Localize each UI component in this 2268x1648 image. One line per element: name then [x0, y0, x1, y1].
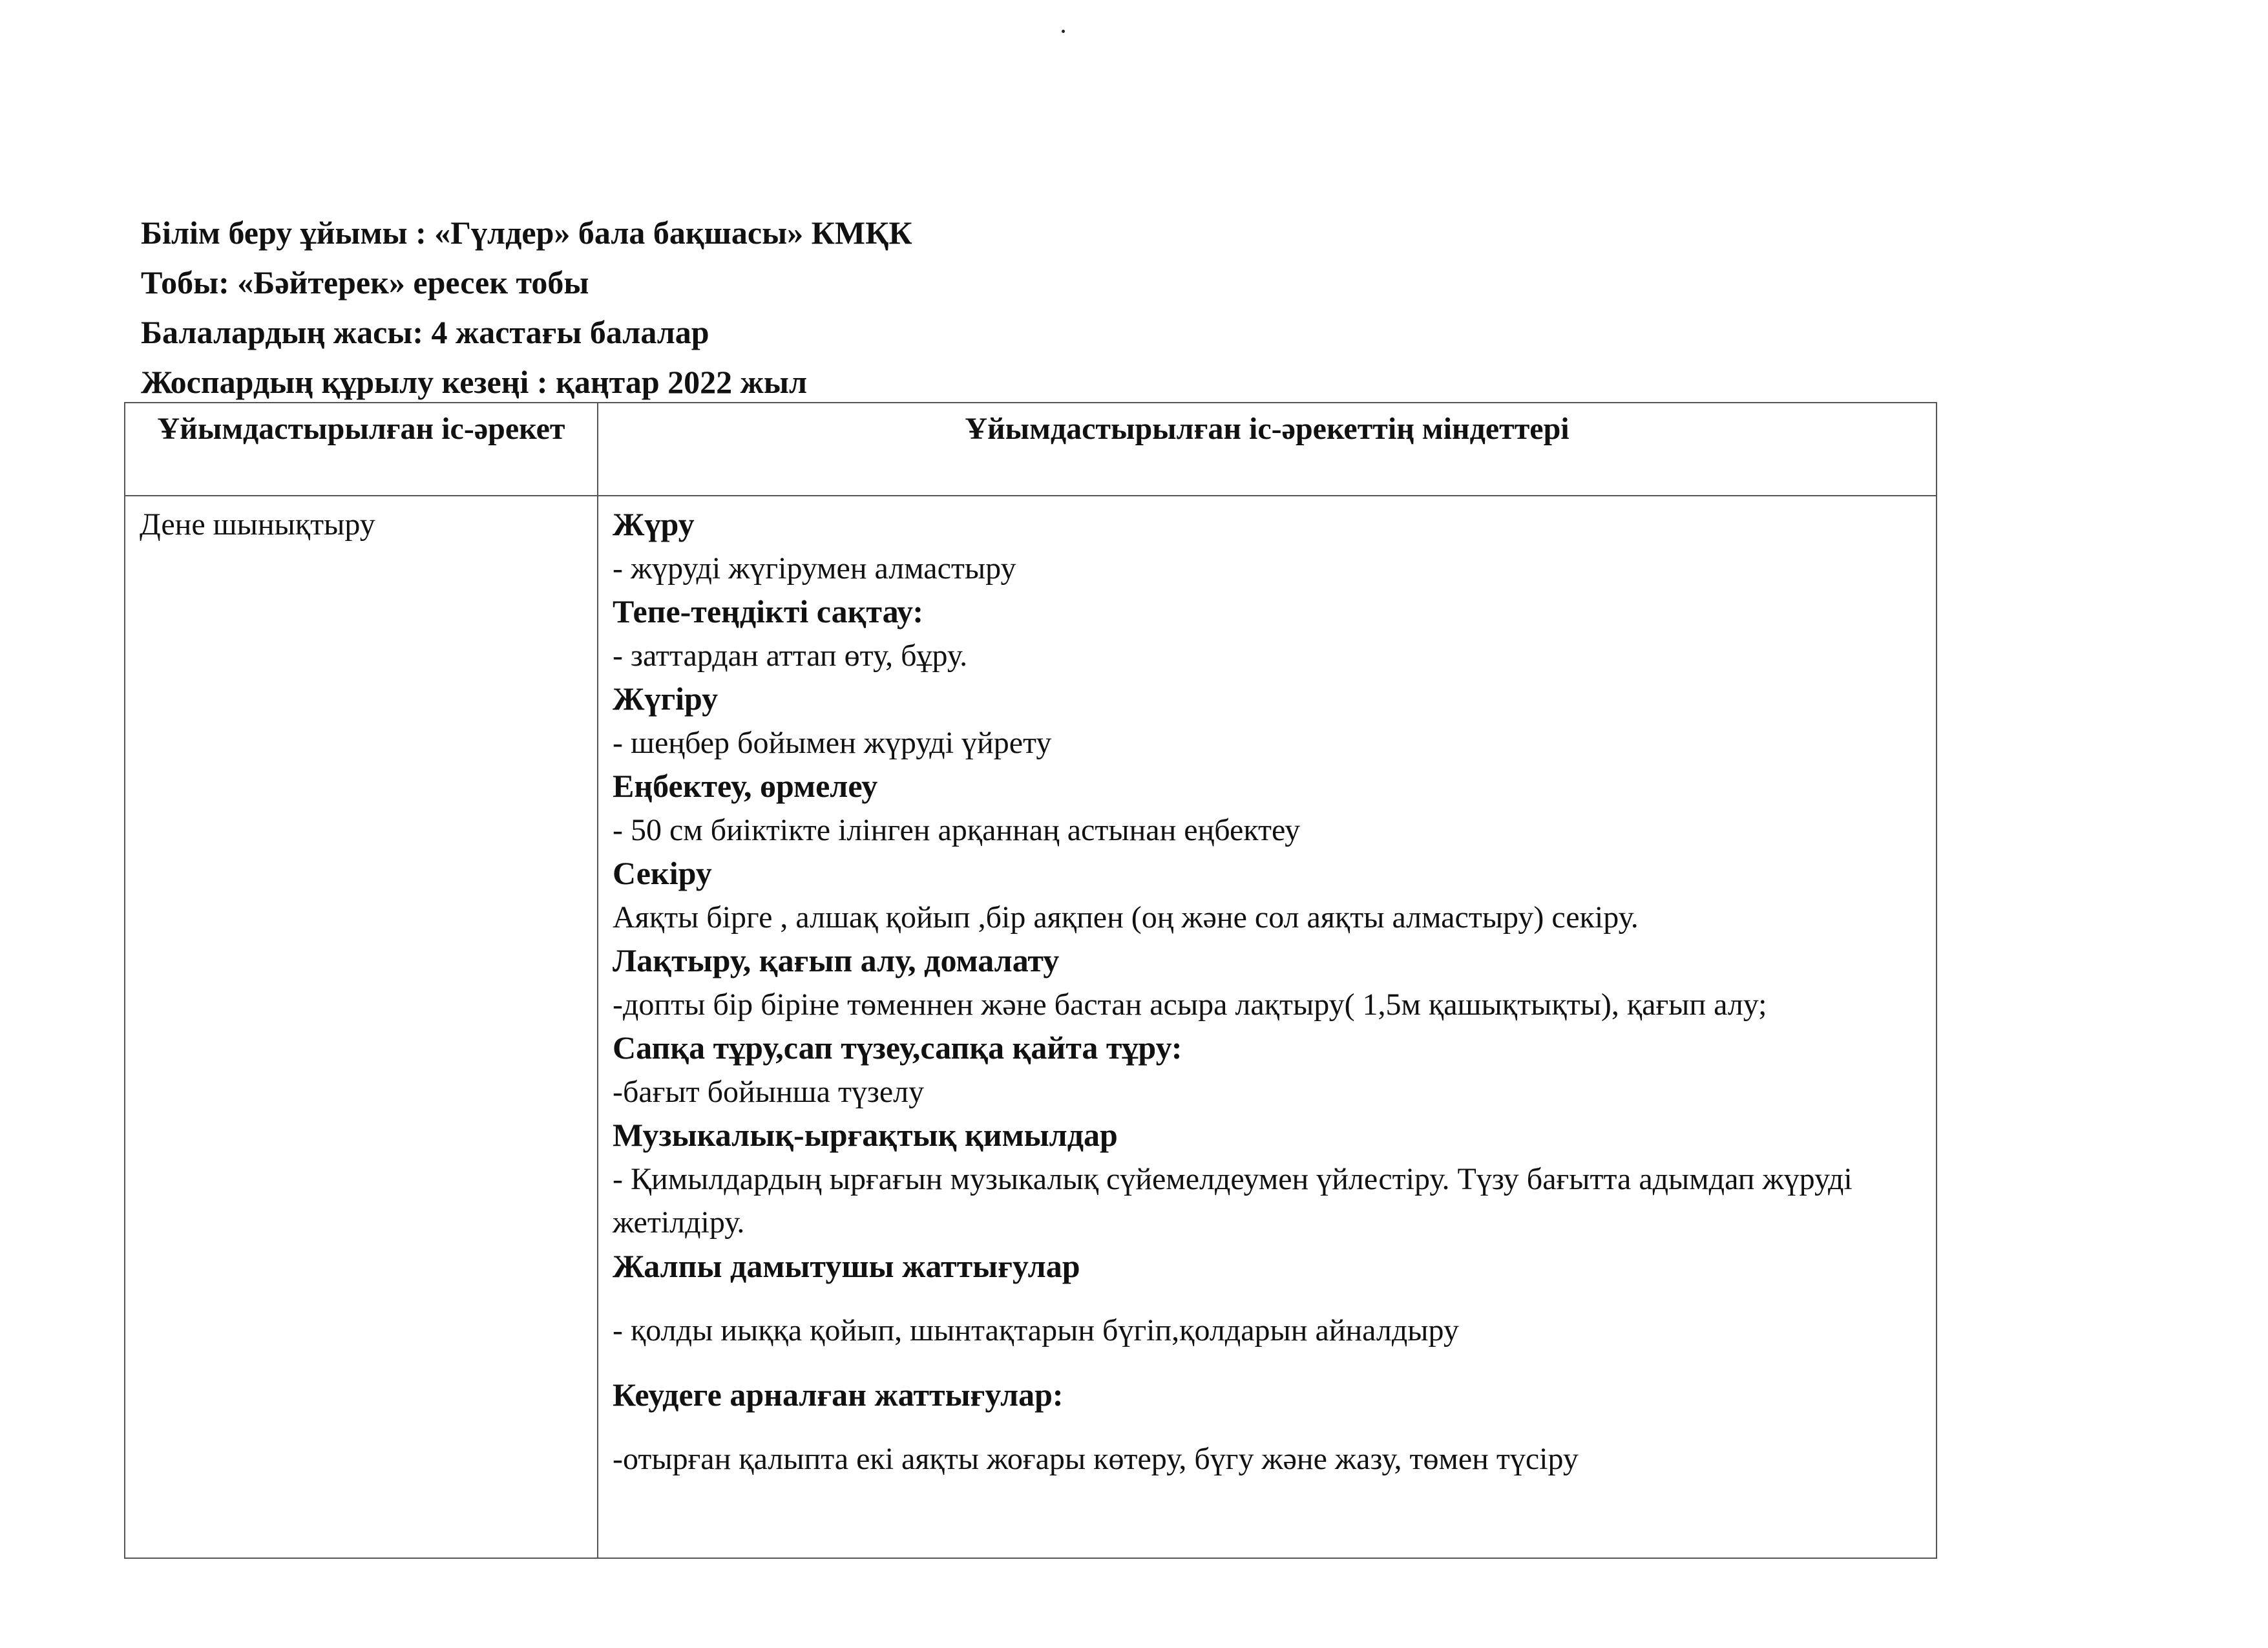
task-section-walking: [613, 503, 1910, 590]
column-header-tasks: Ұйымдастырылған іс-әрекеттің міндеттері: [598, 403, 1937, 496]
task-title: Тепе-теңдікті сақтау:: [613, 593, 924, 629]
document-header: [141, 208, 1950, 407]
plan-period-line: Жоспардың құрылу кезеңі : қаңтар 2022 жыл: [141, 364, 808, 400]
table-header-row: [125, 403, 1937, 496]
task-section-balance: [613, 590, 1910, 677]
task-section-jumping: [613, 852, 1910, 939]
task-text: -допты бір біріне төменнен және бастан асыра лақтыру( 1,5м қашықтықты), қағып алу;: [613, 987, 1767, 1022]
task-section-general-exercises: [613, 1245, 1910, 1353]
task-text: - шеңбер бойымен жүруді үйрету: [613, 725, 1052, 760]
scan-speck: [1062, 30, 1065, 33]
age-line: Балалардың жасы: 4 жастағы балалар: [141, 314, 709, 350]
task-title: Сапқа тұру,сап түзеу,сапқа қайта тұру:: [613, 1030, 1182, 1066]
task-section-formation: [613, 1026, 1910, 1114]
task-title: Жалпы дамытушы жаттығулар: [613, 1247, 1080, 1284]
table-row: [125, 496, 1937, 1558]
task-text: - қолды иыққа қойып, шынтақтарын бүгіп,қолдарын айналдыру: [613, 1313, 1459, 1347]
task-title: Музыкалық-ырғақтық қимылдар: [613, 1117, 1118, 1153]
task-section-crawling: [613, 765, 1910, 852]
task-text: -отырған қалыпта екі аяқты жоғары көтеру, бүгу және жазу, төмен түсіру: [613, 1442, 1579, 1476]
task-title: Жүгіру: [613, 681, 719, 717]
group-line: Тобы: «Бәйтерек» ересек тобы: [141, 264, 589, 301]
activity-cell: Дене шынықтыру: [125, 496, 598, 1558]
task-title: Жүру: [613, 506, 695, 542]
task-title: Секіру: [613, 855, 712, 891]
task-title: Лақтыру, қағып алу, домалату: [613, 942, 1060, 978]
task-text: - заттардан аттап өту, бұру.: [613, 638, 968, 673]
plan-table: [124, 402, 1937, 1559]
task-section-throwing: [613, 939, 1910, 1026]
task-title: Еңбектеу, өрмелеу: [613, 768, 878, 804]
task-text: Аяқты бірге , алшақ қойып ,бір аяқпен (оң және сол аяқты алмастыру) секіру.: [613, 900, 1639, 935]
task-text: - 50 см биіктікте ілінген арқаннаң астынан еңбектеу: [613, 812, 1301, 847]
task-section-rhythmic: [613, 1114, 1910, 1245]
task-text: -бағыт бойынша түзелу: [613, 1074, 925, 1109]
tasks-cell: [598, 496, 1937, 1558]
organization-line: Білім беру ұйымы : «Гүлдер» бала бақшасы» КМҚК: [141, 215, 912, 251]
task-section-chest-exercises: [613, 1373, 1910, 1481]
column-header-activity: Ұйымдастырылған іс-әрекет: [125, 403, 598, 496]
task-title: Кеудеге арналған жаттығулар:: [613, 1376, 1064, 1413]
task-section-running: [613, 677, 1910, 765]
task-text: - Қимылдардың ырғағын музыкалық сүйемелдеумен үйлестіру. Түзу бағытта адымдап жүруді жетілдіру.: [613, 1161, 1853, 1240]
task-text: - жүруді жүгірумен алмастыру: [613, 551, 1016, 586]
